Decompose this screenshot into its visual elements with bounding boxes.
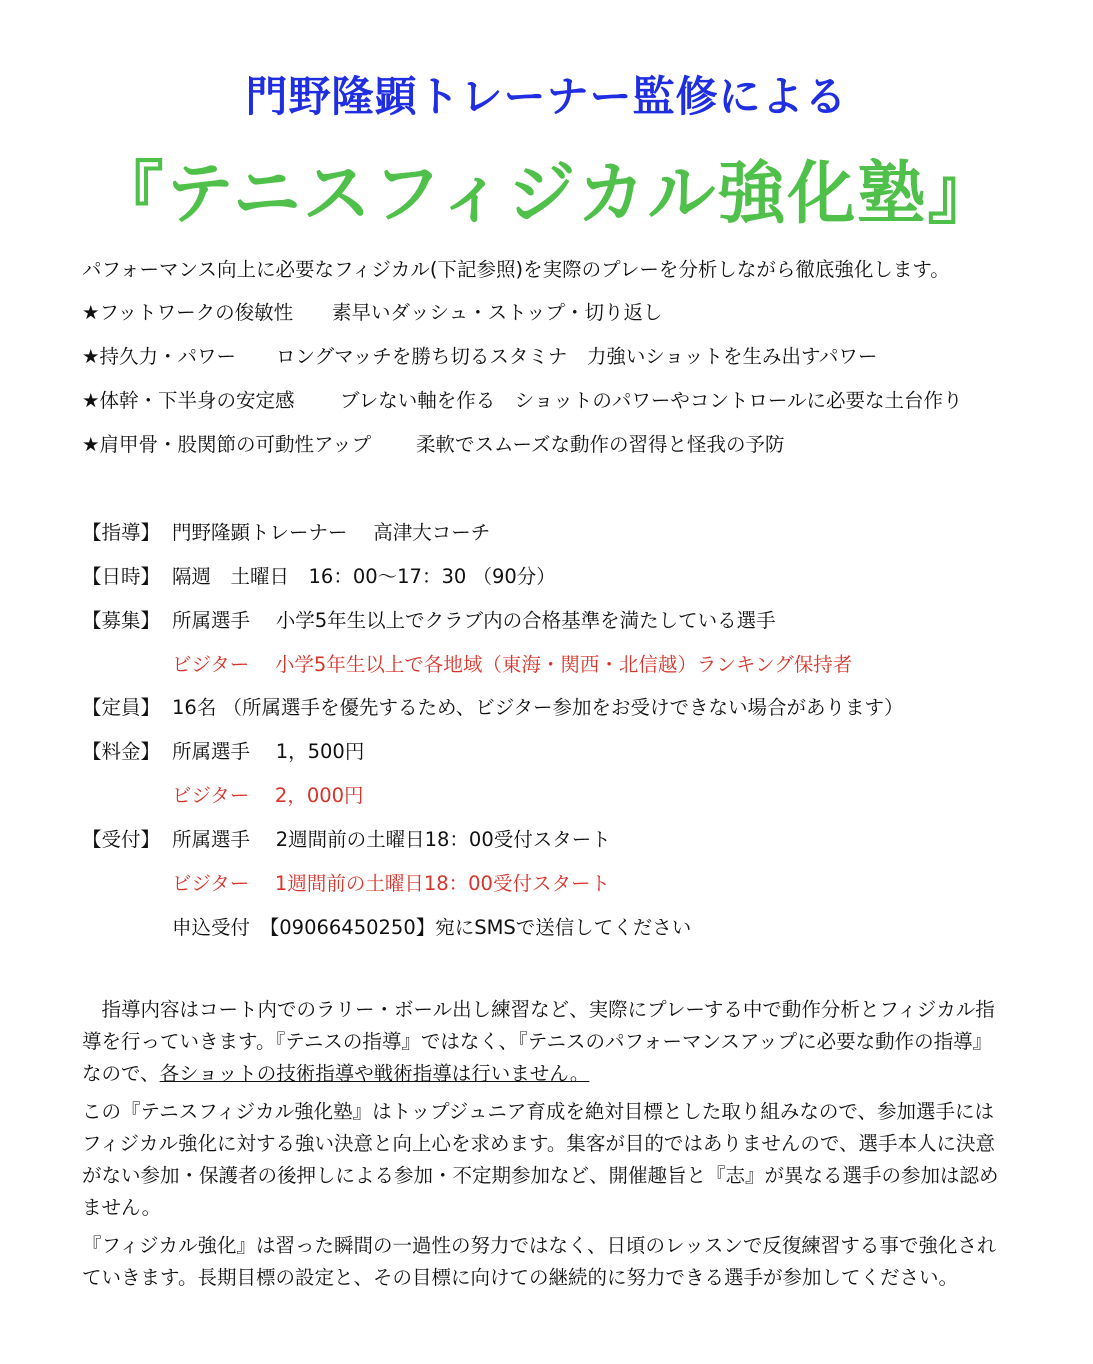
reception-label: 【受付】 [82, 828, 161, 851]
bullet-detail: 素早いダッシュ・ストップ・切り返し [332, 301, 663, 324]
schedule-label: 【日時】 [82, 565, 161, 588]
bullet-label: ★体幹・下半身の安定感 [82, 389, 295, 412]
schedule-value: 隔週 土曜日 16：00～17：30 （90分） [172, 565, 556, 588]
bullet-detail: ブレない軸を作る ショットのパワーやコントロールに必要な土台作り [340, 389, 963, 412]
bullet-label: ★フットワークの俊敏性 [82, 301, 294, 324]
reception-visitor: ビジター 1週間前の土曜日18：00受付スタート [172, 872, 610, 895]
paragraph-physical: 『フィジカル強化』は習った瞬間の一過性の努力ではなく、日頃のレッスンで反復練習する事で強化されていきます。長期目標の設定と、その目標に向けての継続的に努力できる選手が参加してください。 [82, 1234, 997, 1289]
paragraph-commitment: この『テニスフィジカル強化塾』はトップジュニア育成を絶対目標とした取り組みなので、参加選手にはフィジカル強化に対する強い決意と向上心を求めます。集客が目的ではありませんので、選手本人に決意がない参加・保護者の後押しによる参加・不定期参加など、開催趣旨と『志』が異なる選手の参加は認めません。 [82, 1100, 999, 1219]
recruit-label: 【募集】 [82, 609, 161, 632]
instructor-label: 【指導】 [82, 521, 161, 544]
recruit-visitor: ビジター 小学5年生以上で各地域（東海・関西・北信越）ランキング保持者 [172, 653, 853, 676]
capacity-value: 16名 （所属選手を優先するため、ビジター参加をお受けできない場合があります） [172, 696, 904, 719]
paragraph-main: 指導内容はコート内でのラリー・ボール出し練習など、実際にプレーする中で動作分析とフィジカル指導を行っていきます。『テニスの指導』ではなく、『テニスのパフォーマンスアップに必要な動作の指導』なので、 [82, 998, 995, 1085]
subtitle: 門野隆顕トレーナー監修による [245, 72, 848, 121]
fee-member: 所属選手 1，500円 [172, 740, 365, 763]
bullet-detail: ロングマッチを勝ち切るスタミナ 力強いショットを生み出すパワー [276, 345, 878, 368]
intro-text: パフォーマンス向上に必要なフィジカル(下記参照)を実際のプレーを分析しながら徹底強化します。 [82, 258, 950, 281]
reception-apply: 申込受付 【09066450250】宛にSMSで送信してください [172, 916, 692, 939]
bullet-footwork [82, 297, 663, 325]
instructor-value: 門野隆顕トレーナー 高津大コーチ [172, 521, 491, 544]
bullet-core [82, 385, 963, 413]
paragraph-coaching [82, 994, 1002, 1090]
bullet-stamina [82, 341, 878, 369]
capacity-label: 【定員】 [82, 696, 161, 719]
bullet-label: ★肩甲骨・股関節の可動性アップ [82, 433, 372, 456]
bullet-detail: 柔軟でスムーズな動作の習得と怪我の予防 [416, 433, 785, 456]
fee-visitor: ビジター 2，000円 [172, 784, 364, 807]
bullet-label: ★持久力・パワー [82, 345, 236, 368]
paragraph-text [82, 994, 1002, 1090]
paragraph-underlined: 各ショットの技術指導や戦術指導は行いません。 [159, 1062, 590, 1085]
fee-label: 【料金】 [82, 740, 161, 763]
page-title: 『テニスフィジカル強化塾』 [95, 155, 998, 234]
recruit-member: 所属選手 小学5年生以上でクラブ内の合格基準を満たしている選手 [172, 609, 776, 632]
bullet-mobility [82, 429, 785, 457]
reception-member: 所属選手 2週間前の土曜日18：00受付スタート [172, 828, 611, 851]
